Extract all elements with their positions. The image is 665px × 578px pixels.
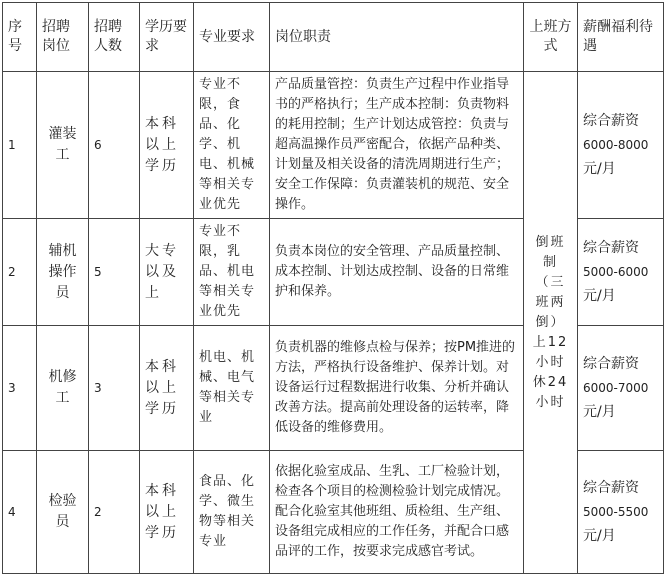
salary-label: 综合薪资	[583, 240, 639, 256]
recruitment-table	[2, 2, 664, 574]
salary-label: 综合薪资	[583, 356, 639, 372]
salary-unit: 元/月	[583, 404, 616, 420]
header-seq: 序号	[3, 3, 37, 72]
salary-label: 综合薪资	[583, 480, 639, 496]
salary-range: 5000-5500	[583, 505, 649, 519]
cell-count: 6	[89, 72, 140, 219]
salary-unit: 元/月	[583, 161, 616, 177]
cell-salary	[578, 219, 664, 326]
salary-range: 5000-6000	[583, 265, 649, 279]
header-position: 招聘岗位	[37, 3, 89, 72]
cell-education: 本科以上学历	[140, 72, 194, 219]
table-row	[3, 72, 664, 219]
header-count: 招聘人数	[89, 3, 140, 72]
cell-major: 专业不限，乳品、机电等相关专业优先	[194, 219, 270, 326]
salary-range: 6000-8000	[583, 138, 649, 152]
header-shift-mode: 上班方式	[524, 3, 578, 72]
cell-seq: 3	[3, 326, 37, 451]
cell-position: 灌装工	[37, 72, 89, 219]
cell-education: 本科以上学历	[140, 451, 194, 574]
cell-salary	[578, 326, 664, 451]
cell-salary	[578, 451, 664, 574]
cell-position: 机修工	[37, 326, 89, 451]
cell-duty: 依据化验室成品、生乳、工厂检验计划，检查各个项目的检测检验计划完成情况。配合化验室其他班组、质检组、生产组、设备组完成相应的工作任务，并配合口感品评的工作，按要求完成感官考试。	[270, 451, 524, 574]
cell-duty: 负责本岗位的安全管理、产品质量控制、成本控制、计划达成控制、设备的日常维护和保养。	[270, 219, 524, 326]
header-row	[3, 3, 664, 72]
cell-seq: 1	[3, 72, 37, 219]
cell-seq: 4	[3, 451, 37, 574]
cell-major: 机电、机械、电气等相关专业	[194, 326, 270, 451]
salary-range: 6000-7000	[583, 381, 649, 395]
cell-count: 5	[89, 219, 140, 326]
cell-count: 3	[89, 326, 140, 451]
header-salary: 薪酬福利待遇	[578, 3, 664, 72]
cell-duty: 产品质量管控：负责生产过程中作业指导书的严格执行；生产成本控制：负责物料的耗用控制；生产计划达成管控：负责与超高温操作员严密配合，依据产品种类、计划量及相关设备的清洗周期进行生产；安全工作保障：负责灌装机的规范、安全操作。	[270, 72, 524, 219]
cell-position: 辅机操作员	[37, 219, 89, 326]
cell-salary	[578, 72, 664, 219]
cell-education: 本科以上学历	[140, 326, 194, 451]
recruitment-table-container	[2, 2, 664, 574]
header-education: 学历要求	[140, 3, 194, 72]
cell-seq: 2	[3, 219, 37, 326]
cell-duty: 负责机器的维修点检与保养；按PM推进的方法，严格执行设备维护、保养计划。对设备运行过程数据进行收集、分析并确认改善方法。提高前处理设备的运转率，降低设备的维修费用。	[270, 326, 524, 451]
header-duty: 岗位职责	[270, 3, 524, 72]
cell-shift-mode: 倒班制（三班两倒）上12小时休24小时	[524, 72, 578, 574]
cell-count: 2	[89, 451, 140, 574]
header-major: 专业要求	[194, 3, 270, 72]
cell-position: 检验员	[37, 451, 89, 574]
salary-label: 综合薪资	[583, 113, 639, 129]
salary-unit: 元/月	[583, 288, 616, 304]
cell-major: 专业不限，食品、化学、机电、机械等相关专业优先	[194, 72, 270, 219]
cell-major: 食品、化学、微生物等相关专业	[194, 451, 270, 574]
cell-education: 大专以及上	[140, 219, 194, 326]
salary-unit: 元/月	[583, 528, 616, 544]
